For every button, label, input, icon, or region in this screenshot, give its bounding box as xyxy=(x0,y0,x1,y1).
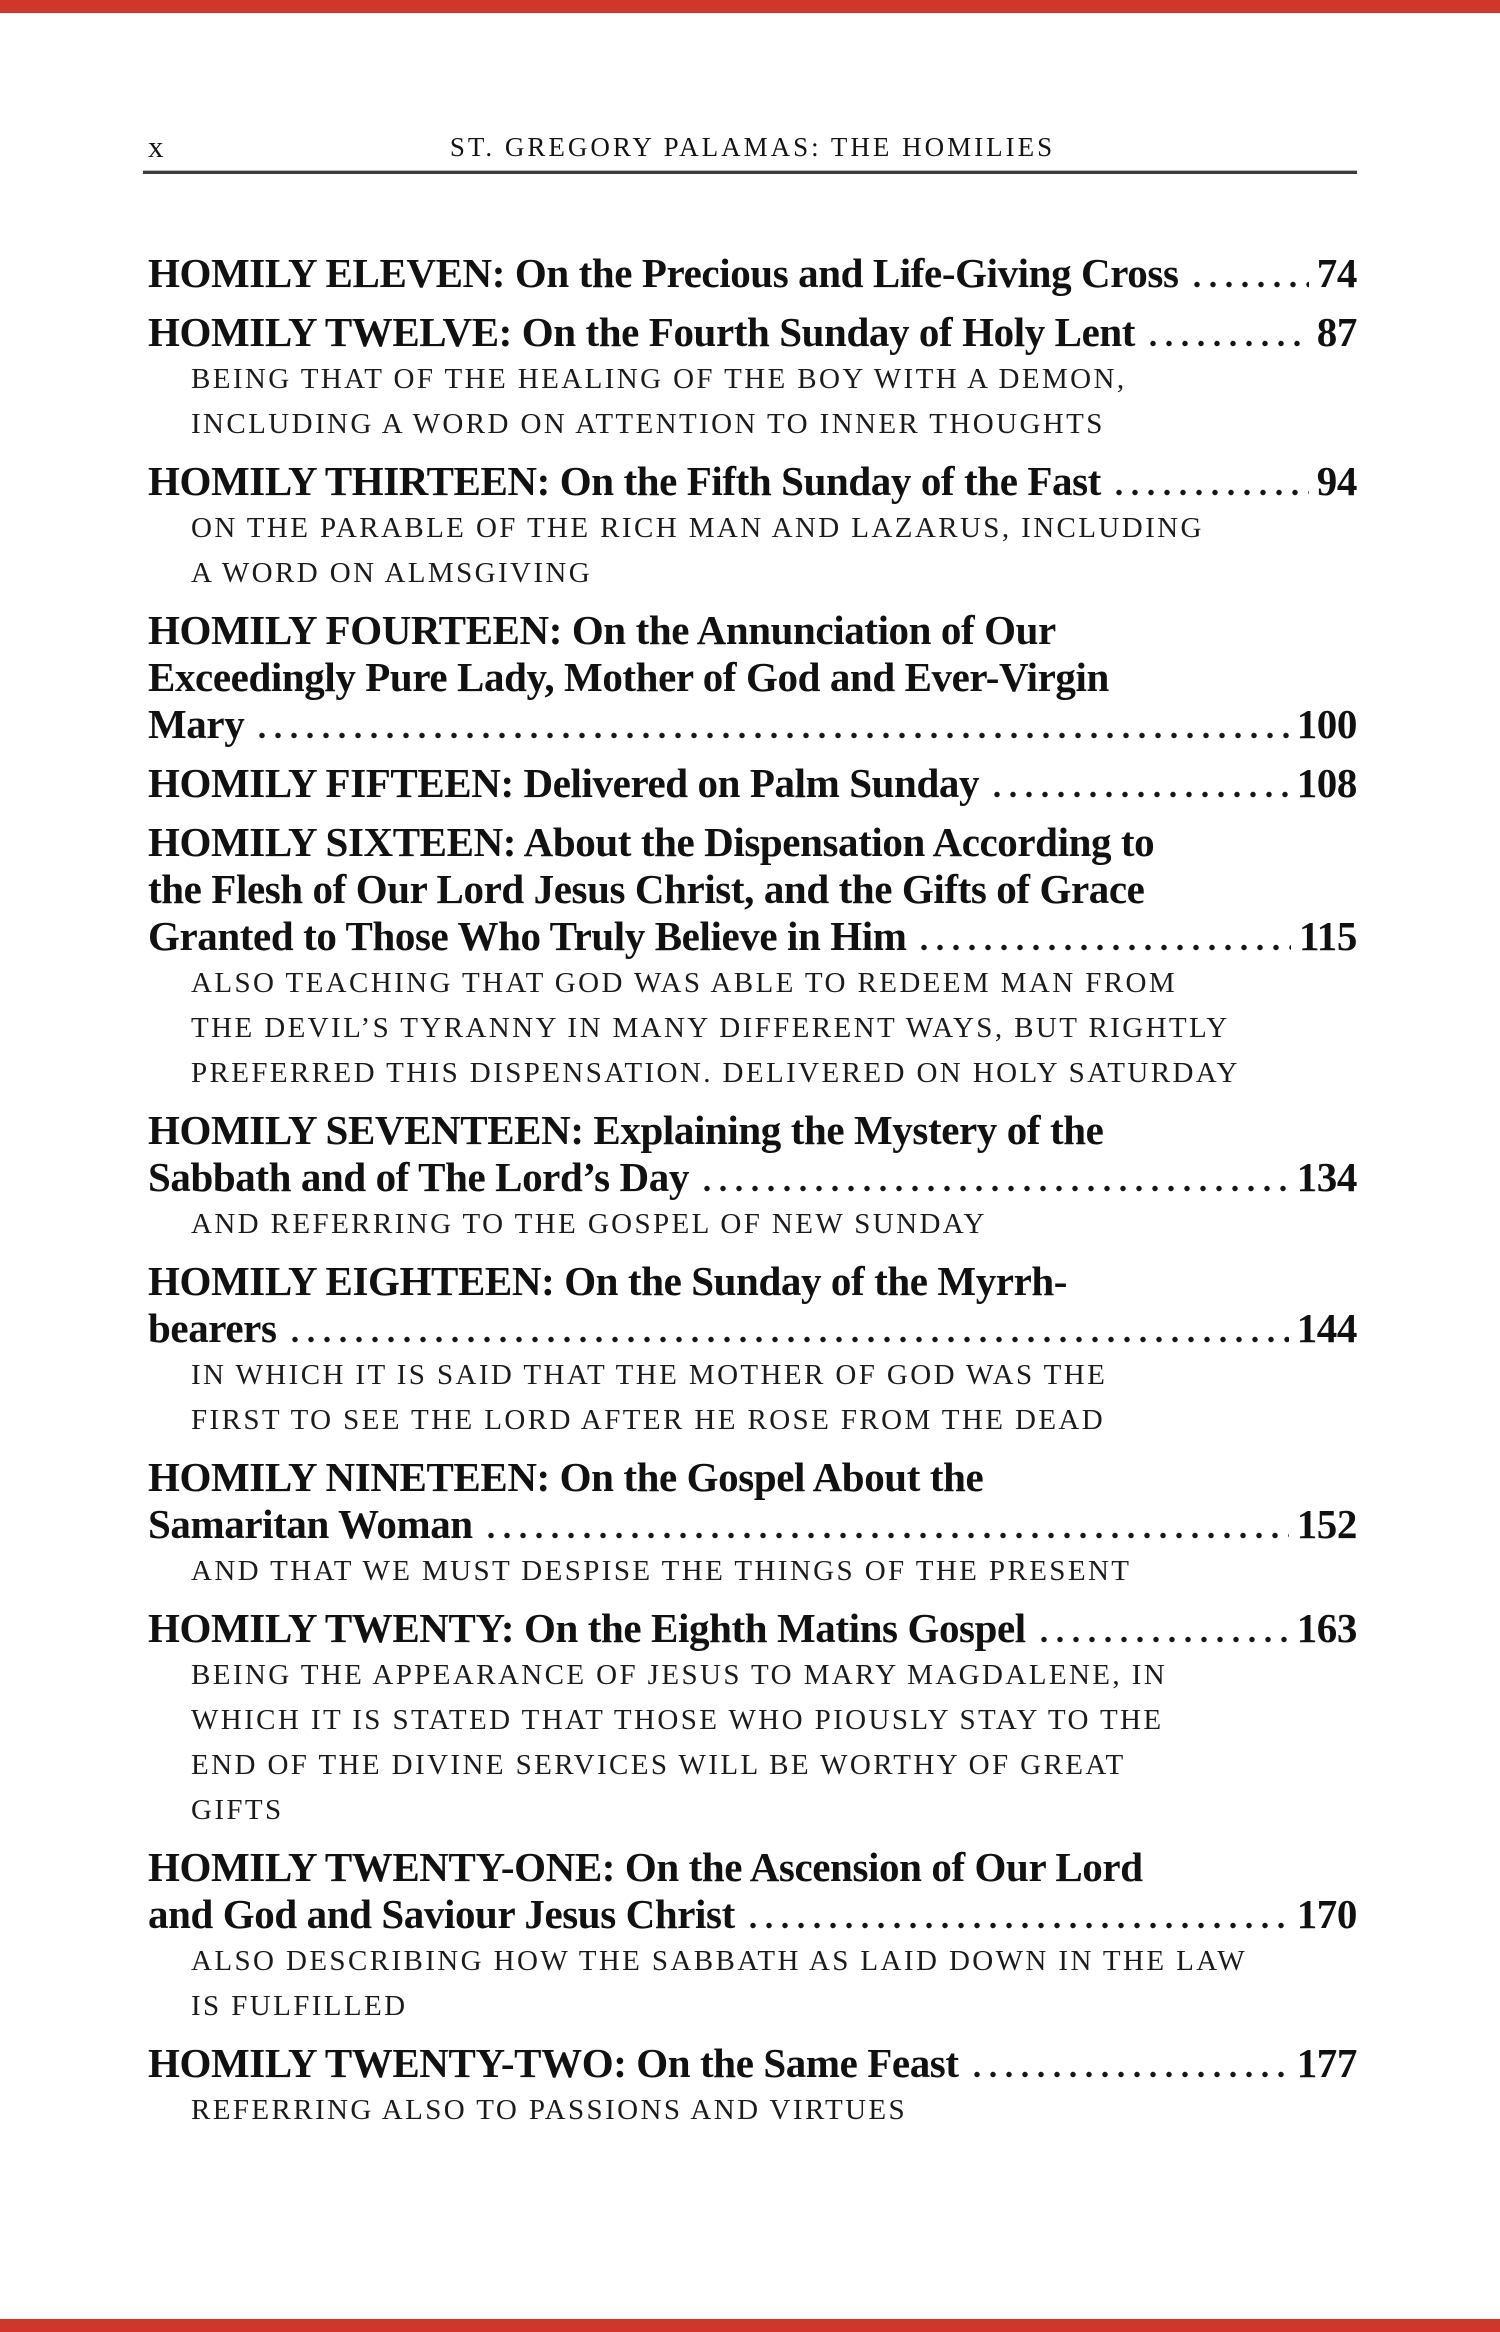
table-of-contents xyxy=(148,250,1357,2144)
page-number: 144 xyxy=(1296,1305,1357,1351)
entry-title-text: HOMILY THIRTEEN: On the Fifth Sunday of the Fast xyxy=(148,458,1101,504)
entry-subtitle-line: AND REFERRING TO THE GOSPEL OF NEW SUNDAY xyxy=(191,1208,987,1240)
entry-title-line: HOMILY NINETEEN: On the Gospel About the xyxy=(148,1454,984,1500)
entry-subtitle-line: THE DEVIL’S TYRANNY IN MANY DIFFERENT WAYS, BUT RIGHTLY xyxy=(191,1012,1230,1044)
dot-leader xyxy=(916,942,1290,952)
page-number: 134 xyxy=(1296,1154,1357,1200)
folio-page-number: x xyxy=(148,129,164,164)
entry-subtitle-line: ALSO TEACHING THAT GOD WAS ABLE TO REDEEM MAN FROM xyxy=(191,967,1178,999)
page-header xyxy=(148,126,1357,166)
entry-subtitle-line: ON THE PARABLE OF THE RICH MAN AND LAZARUS, INCLUDING xyxy=(191,512,1204,544)
dot-leader xyxy=(1145,338,1309,348)
entry-title-text: Sabbath and of The Lord’s Day xyxy=(148,1154,689,1200)
entry-subtitle-line: AND THAT WE MUST DESPISE THE THINGS OF THE PRESENT xyxy=(191,1555,1132,1587)
entry-title-line: HOMILY SEVENTEEN: Explaining the Mystery of the xyxy=(148,1107,1104,1153)
entry-title-text: Samaritan Woman xyxy=(148,1501,473,1547)
entry-subtitle-line: END OF THE DIVINE SERVICES WILL BE WORTHY OF GREAT xyxy=(191,1749,1126,1781)
entry-title-end-line xyxy=(148,458,1357,505)
dot-leader xyxy=(483,1530,1289,1540)
entry-title-text: and God and Saviour Jesus Christ xyxy=(148,1891,735,1937)
toc-entry xyxy=(148,309,1357,446)
entry-subtitle-line: REFERRING ALSO TO PASSIONS AND VIRTUES xyxy=(191,2094,908,2126)
dot-leader xyxy=(989,789,1289,799)
entry-subtitle-line: INCLUDING A WORD ON ATTENTION TO INNER THOUGHTS xyxy=(191,408,1105,440)
bottom-edge-bar xyxy=(0,2319,1500,2332)
dot-leader xyxy=(1111,487,1309,497)
entry-subtitle-line: IS FULFILLED xyxy=(191,1990,408,2022)
dot-leader xyxy=(969,2069,1289,2079)
toc-entry xyxy=(148,1844,1357,2028)
dot-leader xyxy=(1036,1634,1289,1644)
entry-subtitle-line: PREFERRED THIS DISPENSATION. DELIVERED ON HOLY SATURDAY xyxy=(191,1057,1240,1089)
entry-title-end-line xyxy=(148,1891,1357,1938)
toc-entry xyxy=(148,1454,1357,1593)
page-number: 152 xyxy=(1296,1501,1357,1547)
entry-title-end-line xyxy=(148,1305,1357,1352)
running-head: ST. GREGORY PALAMAS: THE HOMILIES xyxy=(449,132,1056,162)
toc-entry xyxy=(148,819,1357,1095)
entry-title-text: Granted to Those Who Truly Believe in Him xyxy=(148,913,907,959)
entry-title-line: the Flesh of Our Lord Jesus Christ, and the Gifts of Grace xyxy=(148,866,1145,912)
page-number: 87 xyxy=(1316,309,1357,355)
entry-title-end-line xyxy=(148,1154,1357,1201)
entry-title-text: bearers xyxy=(148,1305,277,1351)
entry-title-text: HOMILY TWENTY-TWO: On the Same Feast xyxy=(148,2040,959,2086)
entry-title-end-line xyxy=(148,309,1357,356)
entry-title-end-line xyxy=(148,250,1357,297)
toc-entry xyxy=(148,760,1357,807)
toc-entry xyxy=(148,458,1357,595)
dot-leader xyxy=(745,1920,1289,1930)
entry-subtitle-line: WHICH IT IS STATED THAT THOSE WHO PIOUSLY STAY TO THE xyxy=(191,1704,1164,1736)
page-number: 163 xyxy=(1296,1605,1357,1651)
entry-subtitle-line: BEING THAT OF THE HEALING OF THE BOY WITH A DEMON, xyxy=(191,363,1127,395)
entry-title-line: HOMILY SIXTEEN: About the Dispensation According to xyxy=(148,819,1155,865)
entry-title-text: HOMILY FIFTEEN: Delivered on Palm Sunday xyxy=(148,760,980,806)
entry-title-end-line xyxy=(148,2040,1357,2087)
top-edge-bar xyxy=(0,0,1500,13)
page-number: 177 xyxy=(1296,2040,1357,2086)
page-number: 94 xyxy=(1316,458,1357,504)
toc-entry xyxy=(148,250,1357,297)
entry-title-end-line xyxy=(148,913,1357,960)
dot-leader xyxy=(287,1334,1289,1344)
toc-entry xyxy=(148,2040,1357,2132)
entry-subtitle-line: IN WHICH IT IS SAID THAT THE MOTHER OF GOD WAS THE xyxy=(191,1359,1108,1391)
page-number: 170 xyxy=(1296,1891,1357,1937)
entry-subtitle-line: FIRST TO SEE THE LORD AFTER HE ROSE FROM THE DEAD xyxy=(191,1404,1106,1436)
header-rule xyxy=(143,170,1357,174)
page-number: 115 xyxy=(1298,913,1357,959)
dot-leader xyxy=(254,730,1288,740)
entry-title-text: HOMILY TWENTY: On the Eighth Matins Gospel xyxy=(148,1605,1026,1651)
entry-subtitle-line: ALSO DESCRIBING HOW THE SABBATH AS LAID DOWN IN THE LAW xyxy=(191,1945,1248,1977)
entry-title-end-line xyxy=(148,1501,1357,1548)
entry-title-text: HOMILY TWELVE: On the Fourth Sunday of Holy Lent xyxy=(148,309,1136,355)
entry-title-line: HOMILY FOURTEEN: On the Annunciation of Our xyxy=(148,607,1056,653)
entry-subtitle-line: BEING THE APPEARANCE OF JESUS TO MARY MAGDALENE, IN xyxy=(191,1659,1168,1691)
toc-entry xyxy=(148,1107,1357,1246)
page-number: 74 xyxy=(1316,250,1357,296)
entry-title-end-line xyxy=(148,1605,1357,1652)
entry-subtitle-line: GIFTS xyxy=(191,1794,284,1826)
entry-title-line: HOMILY EIGHTEEN: On the Sunday of the Myrrh- xyxy=(148,1258,1068,1304)
page-number: 100 xyxy=(1296,701,1357,747)
entry-title-line: Exceedingly Pure Lady, Mother of God and Ever-Virgin xyxy=(148,654,1109,700)
entry-title-end-line xyxy=(148,701,1357,748)
toc-entry xyxy=(148,607,1357,748)
entry-title-text: HOMILY ELEVEN: On the Precious and Life-Giving Cross xyxy=(148,250,1179,296)
page-number: 108 xyxy=(1296,760,1357,806)
dot-leader xyxy=(699,1183,1289,1193)
entry-title-line: HOMILY TWENTY-ONE: On the Ascension of Our Lord xyxy=(148,1844,1143,1890)
entry-title-end-line xyxy=(148,760,1357,807)
entry-title-text: Mary xyxy=(148,701,245,747)
dot-leader xyxy=(1189,279,1309,289)
entry-subtitle-line: A WORD ON ALMSGIVING xyxy=(191,557,593,589)
toc-entry xyxy=(148,1605,1357,1832)
toc-entry xyxy=(148,1258,1357,1442)
